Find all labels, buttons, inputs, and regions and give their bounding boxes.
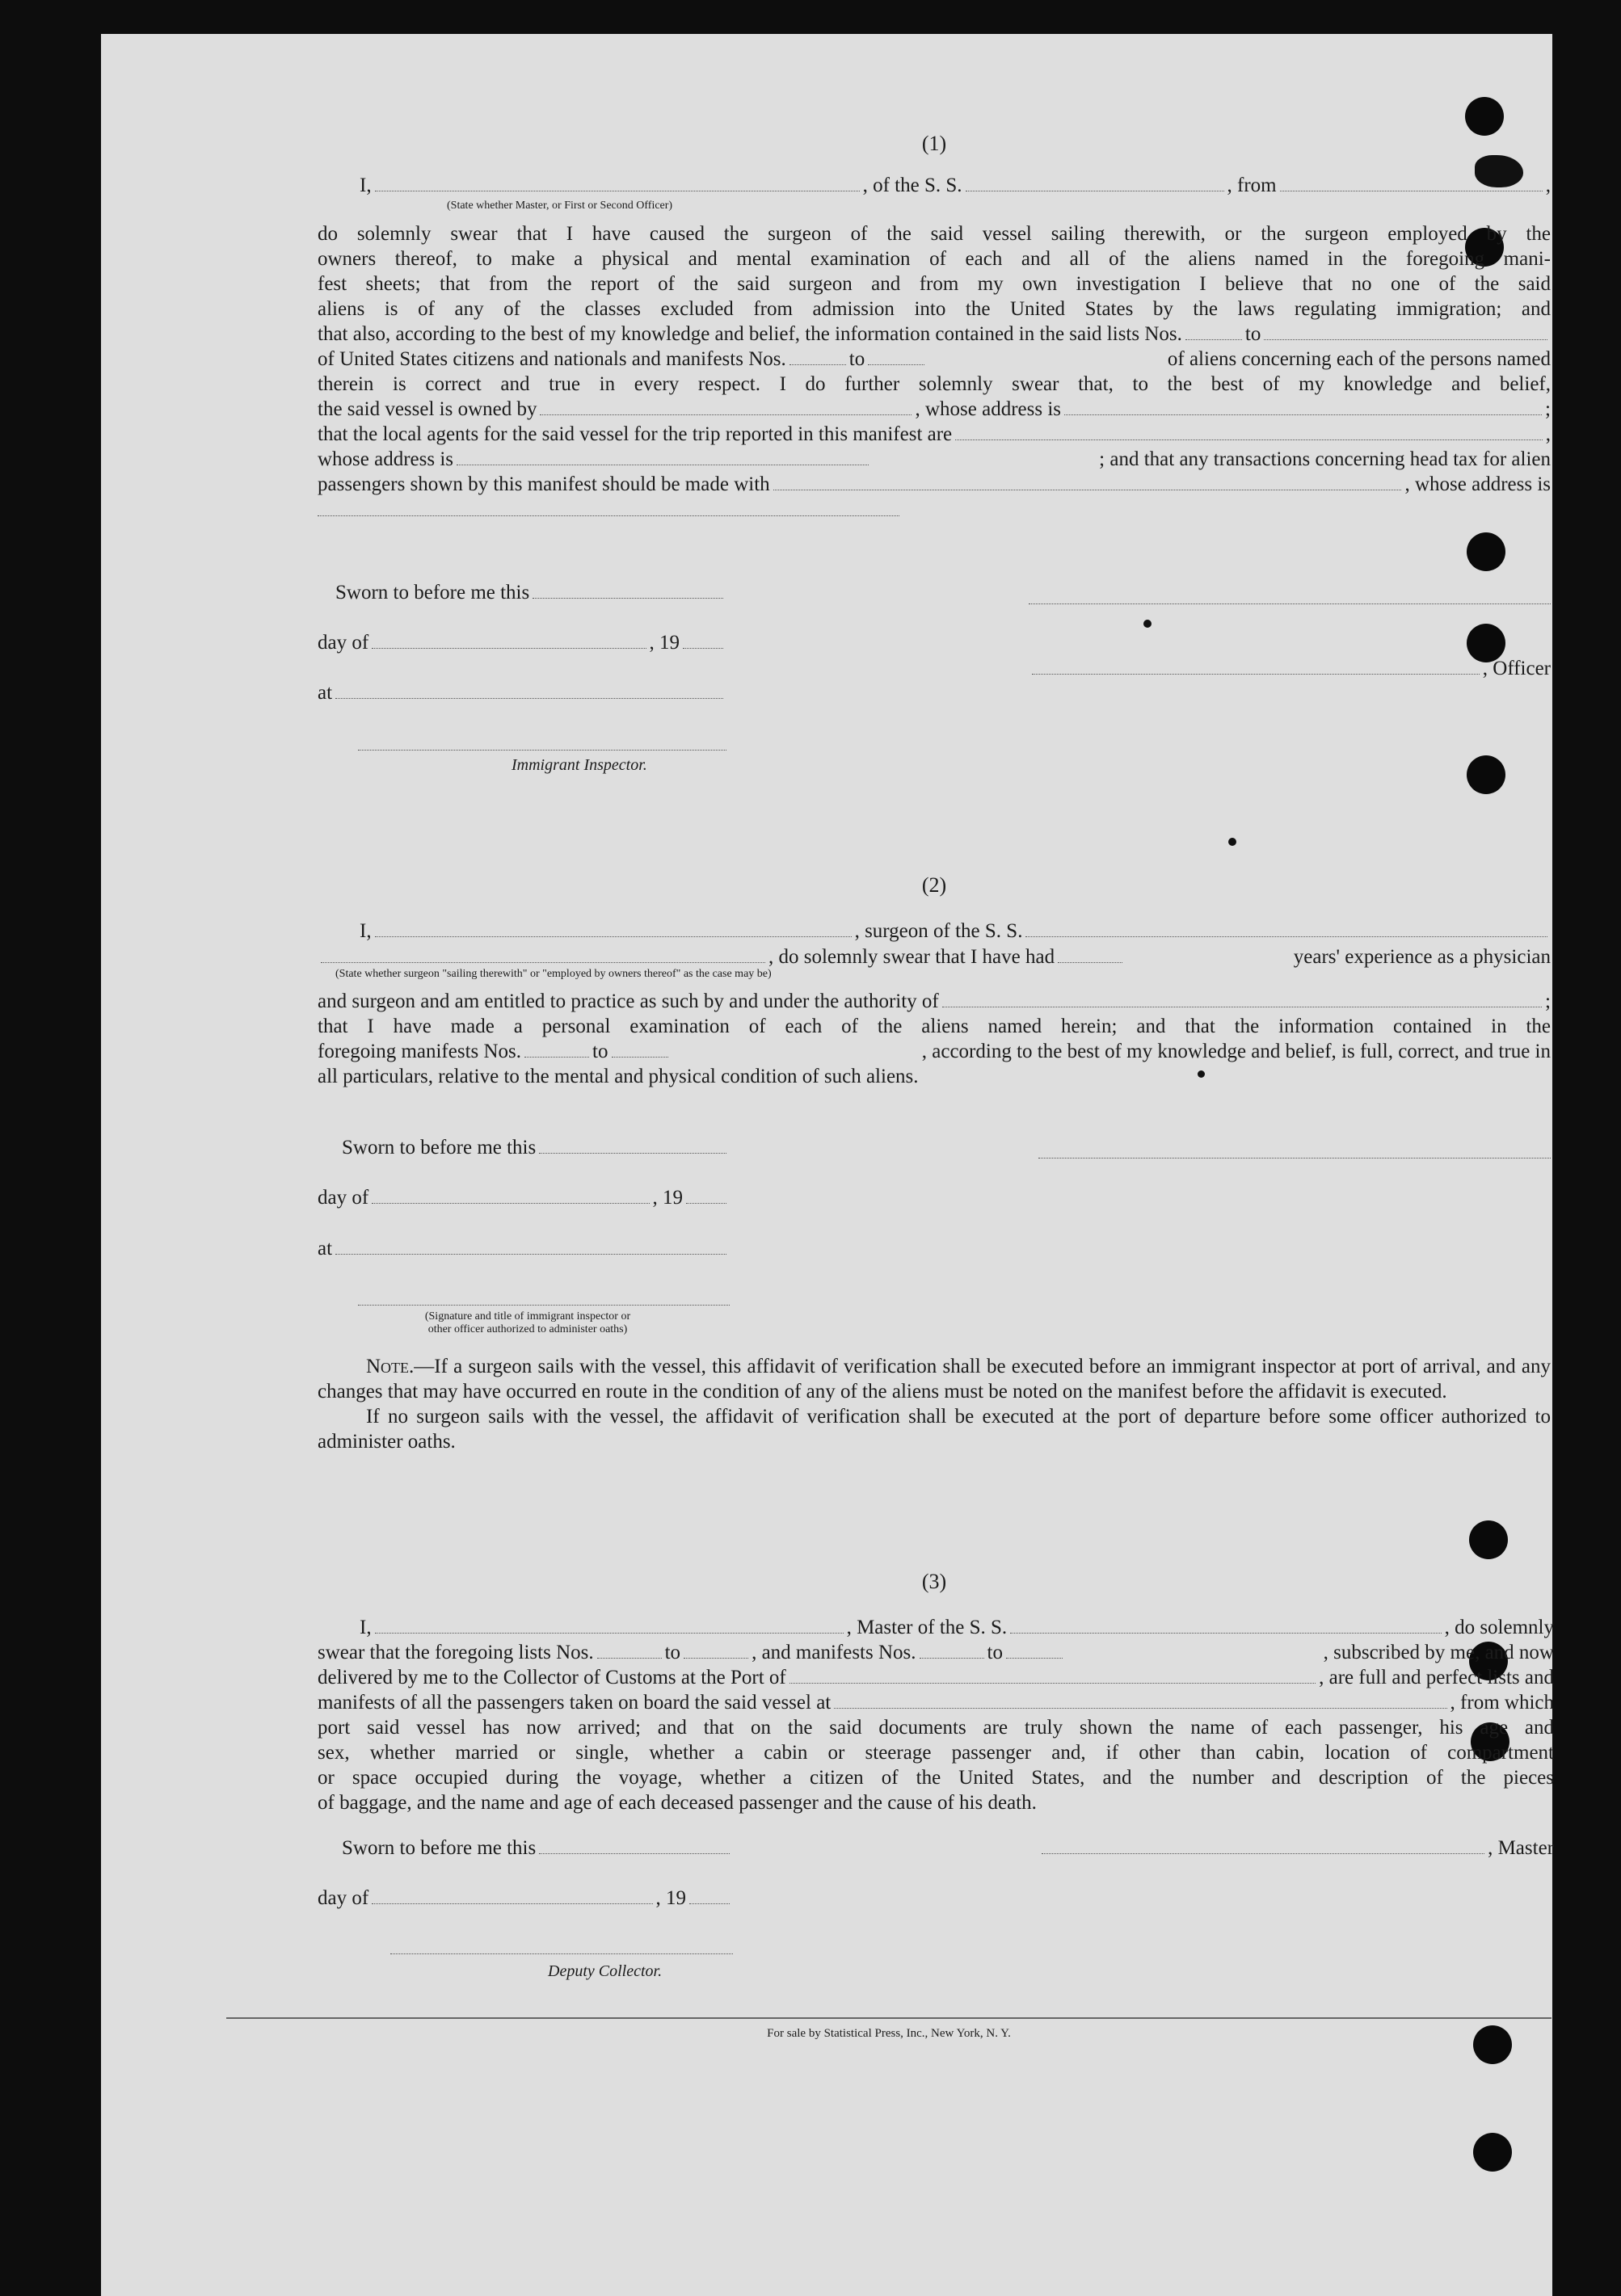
section-2-line-2 bbox=[318, 944, 1551, 969]
vessel-name-field[interactable] bbox=[1025, 936, 1547, 937]
body-line: sex, whether married or single, whether a cabin or steerage passenger and, if other than cabin, location of compartment bbox=[318, 1742, 1554, 1764]
body-line: aliens is of any of the classes excluded from admission into the United States by the laws regulating immigration; and bbox=[318, 298, 1551, 320]
static-text: , do solemnly bbox=[1444, 1617, 1554, 1638]
authority-line bbox=[318, 989, 1551, 1014]
body-line: therein is correct and true in every respect. I do further solemnly swear that, to the best of my knowledge and belief, bbox=[318, 373, 1551, 395]
static-text: to bbox=[987, 1642, 1003, 1663]
static-text: , whose address is bbox=[1404, 473, 1551, 495]
body-line: all particulars, relative to the mental and physical condition of such aliens. bbox=[318, 1066, 919, 1087]
lists-line bbox=[318, 1640, 1554, 1665]
manifest-no-to-field[interactable] bbox=[612, 1056, 668, 1058]
static-text: day of bbox=[318, 632, 369, 654]
surgeon-signature-field[interactable] bbox=[1038, 1157, 1551, 1159]
sworn-date-field[interactable] bbox=[539, 1152, 726, 1154]
static-text: the said vessel is owned by bbox=[318, 398, 537, 420]
static-text: of United States citizens and nationals and manifests Nos. bbox=[318, 348, 786, 370]
punch-hole bbox=[1465, 97, 1504, 136]
static-text: , do solemnly swear that I have had bbox=[768, 946, 1055, 968]
note-paragraph-2: If no surgeon sails with the vessel, the affidavit of verification shall be executed at the port of departure before some officer authorized to administer oaths. bbox=[318, 1406, 1551, 1453]
static-text: to bbox=[1244, 323, 1261, 345]
port-field[interactable] bbox=[789, 1682, 1316, 1684]
section-1-body bbox=[318, 221, 1551, 516]
static-text: , whose address is bbox=[915, 398, 1062, 420]
static-text: to bbox=[592, 1041, 608, 1062]
static-text: at bbox=[318, 682, 333, 704]
deputy-collector-label: Deputy Collector. bbox=[548, 1962, 663, 1980]
list-no-from-field[interactable] bbox=[597, 1657, 662, 1659]
static-text: day of bbox=[318, 1187, 369, 1209]
signature-caption bbox=[366, 1310, 689, 1336]
static-text: that also, according to the best of my knowledge and belief, the information contained in the said lists Nos. bbox=[318, 323, 1182, 345]
section-number: (3) bbox=[921, 1570, 947, 1593]
head-tax-party-field[interactable] bbox=[773, 489, 1402, 490]
static-text: , from which bbox=[1450, 1692, 1554, 1714]
year-field[interactable] bbox=[683, 647, 723, 649]
static-text: , 19 bbox=[652, 1187, 683, 1209]
day-of-line bbox=[318, 630, 726, 655]
static-text: , Master bbox=[1488, 1837, 1554, 1859]
static-text: I, bbox=[360, 920, 372, 942]
static-text: , from bbox=[1227, 175, 1277, 196]
section-number: (1) bbox=[921, 132, 947, 155]
year-field[interactable] bbox=[689, 1903, 730, 1904]
static-text: foregoing manifests Nos. bbox=[318, 1041, 522, 1062]
signature-field[interactable] bbox=[1029, 603, 1551, 604]
static-text: to bbox=[848, 348, 865, 370]
static-text: Sworn to before me this bbox=[342, 1137, 537, 1159]
at-line bbox=[318, 680, 726, 705]
local-agents-field[interactable] bbox=[955, 439, 1543, 440]
departure-port-field[interactable] bbox=[834, 1707, 1446, 1709]
static-text: , surgeon of the S. S. bbox=[854, 920, 1023, 942]
note-label: Note. bbox=[366, 1356, 415, 1377]
sworn-date-field[interactable] bbox=[533, 597, 723, 599]
deputy-collector-signature-field[interactable] bbox=[390, 1953, 733, 1954]
section-3-line-1 bbox=[360, 1615, 1554, 1640]
manifest-no-from-field[interactable] bbox=[920, 1657, 984, 1659]
passengers-line bbox=[318, 472, 1551, 497]
static-text: passengers shown by this manifest should be made with bbox=[318, 473, 770, 495]
vessel-name-field[interactable] bbox=[1010, 1632, 1441, 1634]
static-text: whose address is bbox=[318, 448, 454, 470]
port-from-field[interactable] bbox=[1280, 190, 1543, 191]
printer-footer: For sale by Statistical Press, Inc., New York, N. Y. bbox=[767, 2027, 1011, 2040]
body-line: or space occupied during the voyage, whether a citizen of the United States, and the number and description of the pieces bbox=[318, 1767, 1554, 1789]
body-line: fest sheets; that from the report of the said surgeon and from my own investigation I believe that no one of the said bbox=[318, 273, 1551, 295]
inspector-signature-field[interactable] bbox=[358, 749, 726, 751]
static-text: , bbox=[1545, 423, 1551, 445]
master-name-field[interactable] bbox=[375, 1632, 844, 1634]
static-text: , Officer bbox=[1482, 658, 1551, 679]
manifest-no-to-field[interactable] bbox=[868, 364, 924, 365]
vessel-name-field[interactable] bbox=[966, 190, 1224, 191]
sworn-line bbox=[342, 1135, 730, 1160]
agents-address-field[interactable] bbox=[457, 464, 869, 465]
ink-speck bbox=[1143, 620, 1152, 628]
note-paragraph bbox=[318, 1354, 1551, 1404]
month-field[interactable] bbox=[372, 647, 646, 649]
static-text: , according to the best of my knowledge and belief, is full, correct, and true in bbox=[921, 1041, 1551, 1062]
body-line: that I have made a personal examination of each of the aliens named herein; and that the information contained in the bbox=[318, 1016, 1551, 1037]
static-text: , 19 bbox=[655, 1887, 686, 1909]
body-line: owners thereof, to make a physical and mental examination of each and all of the aliens named in the foregoing mani- bbox=[318, 248, 1551, 270]
field-caption: (State whether surgeon "sailing therewith" or "employed by owners thereof" as the case may be) bbox=[335, 968, 772, 980]
section-2 bbox=[318, 873, 1551, 898]
static-text: that the local agents for the said vessel for the trip reported in this manifest are bbox=[318, 423, 953, 445]
list-no-from-field[interactable] bbox=[1185, 339, 1242, 340]
surgeon-name-field[interactable] bbox=[375, 936, 852, 937]
manifests-line bbox=[318, 347, 1551, 372]
head-tax-address-field[interactable] bbox=[318, 515, 899, 516]
static-text: delivered by me to the Collector of Customs at the Port of bbox=[318, 1667, 786, 1688]
static-text: of aliens concerning each of the persons named bbox=[1167, 348, 1551, 370]
section-3-body bbox=[318, 1640, 1554, 1815]
note-block bbox=[318, 1354, 1551, 1454]
static-text: ; bbox=[1545, 990, 1551, 1012]
body-line: port said vessel has now arrived; and that on the said documents are truly shown the name of each passenger, his age and bbox=[318, 1717, 1554, 1739]
surgeon-status-field[interactable] bbox=[321, 961, 765, 963]
static-text: and surgeon and am entitled to practice as such by and under the authority of bbox=[318, 990, 939, 1012]
lists-line bbox=[318, 322, 1551, 347]
caption-line: other officer authorized to administer oaths) bbox=[427, 1323, 628, 1335]
static-text: , and manifests Nos. bbox=[752, 1642, 916, 1663]
owned-line bbox=[318, 397, 1551, 422]
static-text: Sworn to before me this bbox=[342, 1837, 537, 1859]
static-text: , are full and perfect lists and bbox=[1319, 1667, 1554, 1688]
punch-hole bbox=[1473, 2133, 1512, 2172]
section-3 bbox=[318, 1569, 1551, 1594]
agents-line bbox=[318, 422, 1551, 447]
punch-hole bbox=[1469, 1520, 1508, 1559]
static-text: , bbox=[1545, 175, 1551, 196]
sworn-date-field[interactable] bbox=[539, 1852, 730, 1854]
static-text: swear that the foregoing lists Nos. bbox=[318, 1642, 594, 1663]
static-text: years' experience as a physician bbox=[1293, 946, 1551, 968]
static-text: , Master of the S. S. bbox=[846, 1617, 1008, 1638]
static-text: ; and that any transactions concerning head tax for alien bbox=[1099, 448, 1551, 470]
section-2-line-1 bbox=[360, 919, 1551, 944]
sworn-line bbox=[342, 1836, 733, 1861]
static-text: day of bbox=[318, 1887, 369, 1909]
static-text: ; bbox=[1545, 398, 1551, 420]
caption-line: (Signature and title of immigrant inspector or bbox=[424, 1310, 631, 1323]
sworn-line bbox=[335, 580, 726, 605]
note-text: —If a surgeon sails with the vessel, this affidavit of verification shall be executed before an immigrant inspector at port of arrival, and any changes that may have occurred en route in the condition of any of the aliens must be noted on the manifest before the affidavit is executed. bbox=[318, 1356, 1551, 1402]
years-experience-field[interactable] bbox=[1058, 961, 1122, 963]
whose-address-line bbox=[318, 447, 1551, 472]
section-1-line-1 bbox=[360, 173, 1551, 198]
static-text: , of the S. S. bbox=[862, 175, 962, 196]
punch-hole bbox=[1467, 755, 1505, 794]
manifest-no-from-field[interactable] bbox=[789, 364, 846, 365]
master-signature-line bbox=[1038, 1836, 1554, 1861]
at-line bbox=[318, 1236, 730, 1261]
list-no-to-field[interactable] bbox=[684, 1657, 748, 1659]
form-page bbox=[101, 34, 1552, 2296]
port-line bbox=[318, 1665, 1554, 1690]
manifest-no-to-field[interactable] bbox=[1006, 1657, 1063, 1659]
punch-hole bbox=[1467, 532, 1505, 571]
authority-field[interactable] bbox=[942, 1006, 1542, 1007]
static-text: to bbox=[664, 1642, 681, 1663]
foregoing-line bbox=[318, 1039, 1551, 1064]
taken-on-board-line bbox=[318, 1690, 1554, 1715]
day-of-line bbox=[318, 1185, 730, 1210]
officer-title-field[interactable] bbox=[375, 190, 860, 191]
owner-address-field[interactable] bbox=[1064, 414, 1542, 415]
section-2-body bbox=[318, 989, 1551, 1089]
static-text: manifests of all the passengers taken on board the said vessel at bbox=[318, 1692, 832, 1714]
manifest-no-from-field[interactable] bbox=[524, 1056, 589, 1058]
footer-rule bbox=[226, 2017, 1552, 2019]
static-text: at bbox=[318, 1238, 333, 1259]
body-line: of baggage, and the name and age of each deceased passenger and the cause of his death. bbox=[318, 1792, 1037, 1814]
month-field[interactable] bbox=[372, 1202, 649, 1204]
section-number: (2) bbox=[921, 873, 947, 897]
ink-speck bbox=[1228, 838, 1236, 846]
officer-signature-field[interactable] bbox=[1032, 673, 1480, 675]
static-text: Sworn to before me this bbox=[335, 582, 530, 603]
place-field[interactable] bbox=[335, 697, 723, 699]
day-of-line bbox=[318, 1886, 733, 1911]
owner-field[interactable] bbox=[540, 414, 912, 415]
place-field[interactable] bbox=[335, 1253, 726, 1255]
field-caption: (State whether Master, or First or Second Officer) bbox=[447, 200, 673, 212]
inspector-label: Immigrant Inspector. bbox=[512, 756, 647, 774]
officer-line bbox=[1029, 656, 1551, 681]
body-line: do solemnly swear that I have caused the surgeon of the said vessel sailing therewith, or the surgeon employed by the bbox=[318, 223, 1551, 245]
year-field[interactable] bbox=[686, 1202, 726, 1204]
static-text: , 19 bbox=[649, 632, 680, 654]
section-1 bbox=[318, 131, 1551, 156]
authorized-officer-signature-field[interactable] bbox=[358, 1304, 730, 1306]
list-no-to-field[interactable] bbox=[1264, 339, 1547, 340]
static-text: I, bbox=[360, 1617, 372, 1638]
month-field[interactable] bbox=[372, 1903, 652, 1904]
static-text: I, bbox=[360, 175, 372, 196]
master-signature-field[interactable] bbox=[1042, 1852, 1484, 1854]
static-text: , subscribed by me, and now bbox=[1323, 1642, 1554, 1663]
